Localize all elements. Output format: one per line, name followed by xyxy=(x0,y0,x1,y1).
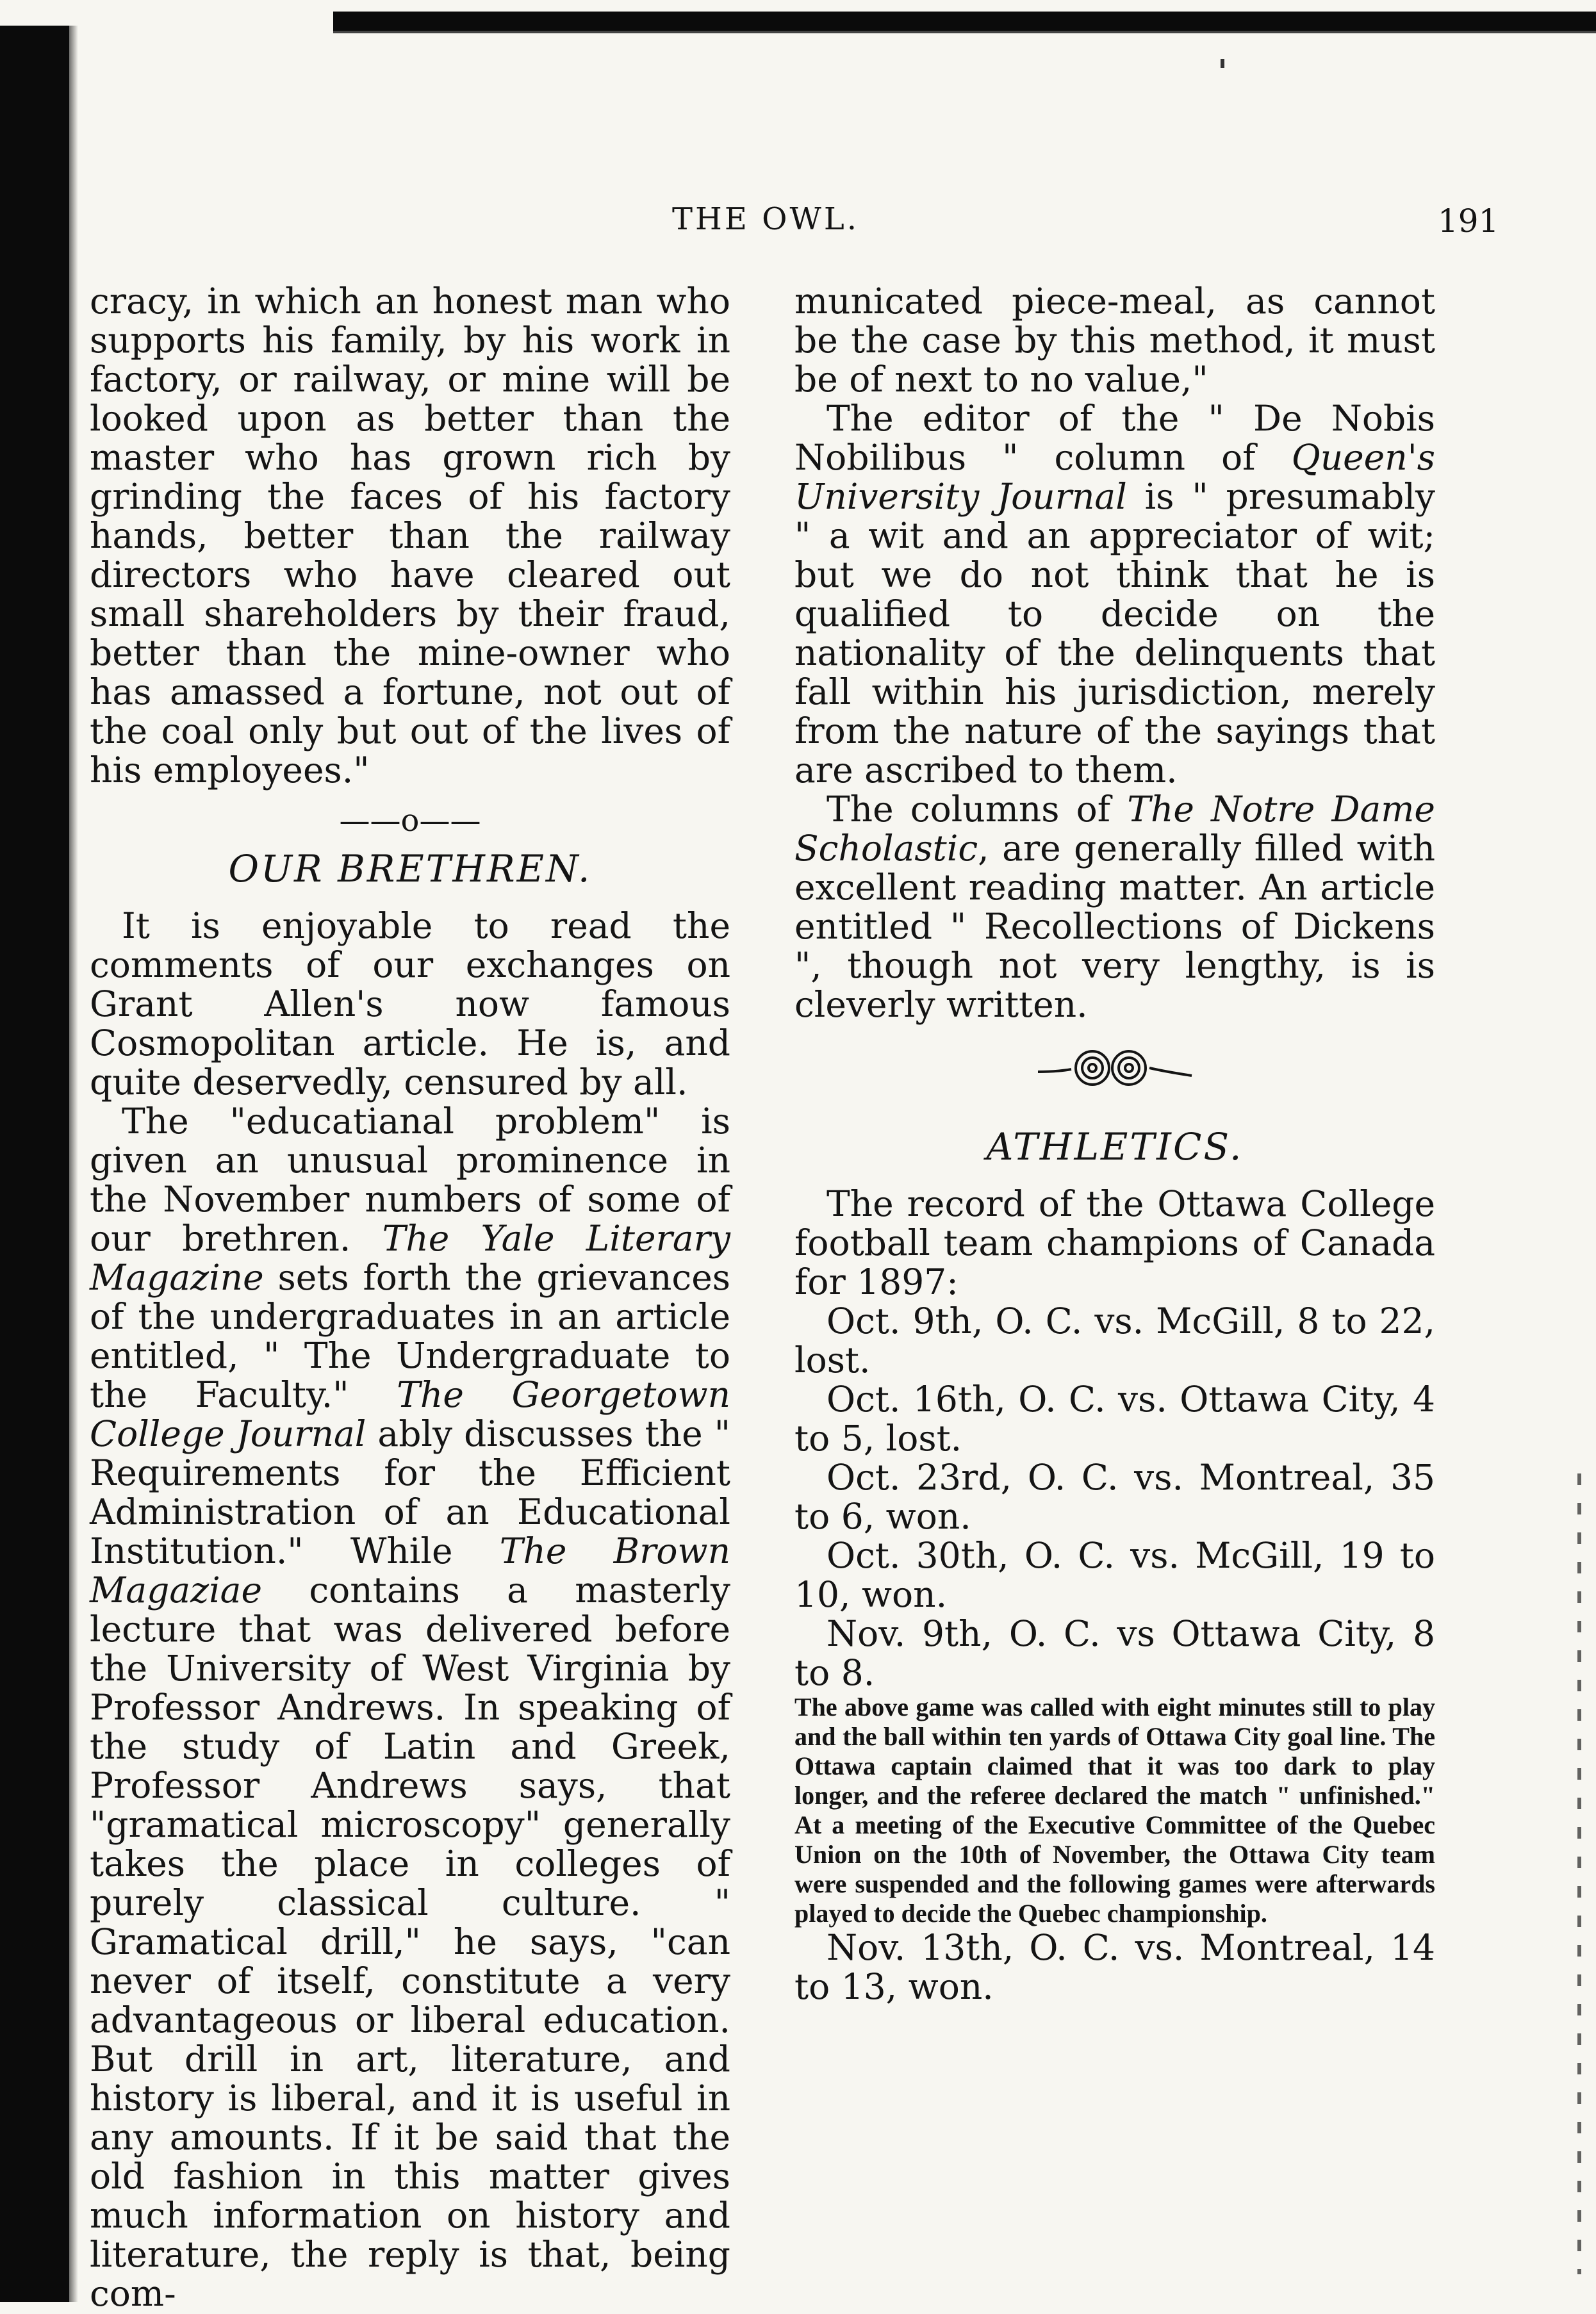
scan-binding-shadow xyxy=(69,26,78,2302)
paragraph-record-intro: The record of the Ottawa College football team champions of Canada for 1897: xyxy=(794,1183,1435,1302)
scan-right-edge-marks xyxy=(1577,1473,1581,2274)
left-column xyxy=(90,282,730,2313)
text-run: contains a masterly lecture that was delivered before the University of West Virginia by Professor Andrews. In speaking of the study of Latin and Greek, Professor Andrews says, that "gramatical microscopy" generally takes the place in colleges of purely classical culture. " Gramatical drill," he says, "can never of itself, constitute a very advantageous or liberal education. But drill in art, literature, and history is liberal, and it is useful in any amounts. If it be said that the old fashion in this matter gives much information on history and literature, the reply is that, being com- xyxy=(90,1570,730,2314)
right-column xyxy=(794,282,1435,2006)
title-queens-university-journal: Queen's University Journal xyxy=(794,437,1435,517)
game-record: Nov. 9th, O. C. vs Ottawa City, 8 to 8. xyxy=(794,1613,1435,1693)
heading-athletics: ATHLETICS. xyxy=(986,1125,1244,1169)
text-run: ably discusses the " Requirements for the Efficient Administration of an Educational Institution." While xyxy=(90,1413,731,1571)
scan-top-rule xyxy=(333,12,1596,31)
text-run: The columns of xyxy=(827,789,1128,830)
text-run: The editor of the " De Nobis Nobilibus " column of xyxy=(794,398,1435,478)
scan-mark xyxy=(1221,59,1224,68)
paragraph-continued: municated piece-meal, as cannot be the case by this method, it must be of next to no value," xyxy=(794,281,1435,400)
title-notre-dame-scholastic: The Notre Dame Scholastic xyxy=(794,789,1435,869)
text-run: , are generally filled with excellent reading matter. An article entitled " Recollections of Dickens ", though not very lengthy, is is cleverly written. xyxy=(794,828,1435,1025)
title-yale-literary-magazine: The Yale Literary Magazine xyxy=(90,1218,730,1298)
text-run: The "educatianal problem" is given an unusual prominence in the November numbers of some of our brethren. xyxy=(90,1101,730,1259)
section-separator: ——o—— xyxy=(339,803,481,839)
title-georgetown-college-journal: The Georgetown College Journal xyxy=(90,1374,731,1454)
paragraph-educational-problem xyxy=(90,1102,730,2313)
heading-our-brethren: OUR BRETHREN. xyxy=(228,847,592,890)
scan-top-rule-thin xyxy=(333,31,1596,33)
paragraph-grant-allen: It is enjoyable to read the comments of our exchanges on Grant Allen's now famous Cosmopolitan article. He is, and quite deservedly, censured by all. xyxy=(90,905,730,1103)
running-head: THE OWL. xyxy=(672,201,859,237)
game-record: Oct. 16th, O. C. vs. Ottawa City, 4 to 5, lost. xyxy=(794,1379,1435,1459)
game-record: Oct. 30th, O. C. vs. McGill, 19 to 10, won. xyxy=(794,1535,1435,1615)
paragraph-queens-journal xyxy=(794,399,1435,790)
page-number: 191 xyxy=(1438,202,1499,240)
game-record: Oct. 23rd, O. C. vs. Montreal, 35 to 6, won. xyxy=(794,1457,1435,1537)
text-run: sets forth the grievances of the undergraduates in an article entitled, " The Undergraduate to the Faculty." xyxy=(90,1257,730,1415)
game-record: Oct. 9th, O. C. vs. McGill, 8 to 22, lost. xyxy=(794,1301,1435,1381)
paragraph-continued: cracy, in which an honest man who supports his family, by his work in factory, or railway, or mine will be looked upon as better than the master who has grown rich by grinding the faces of his factory hands, better than the railway directors who have cleared out small shareholders by their fraud, better than the mine-owner who has amassed a fortune, not out of the coal only but out of the lives of his employees." xyxy=(90,281,730,791)
scan-binding-edge xyxy=(0,26,69,2302)
paragraph-notre-dame xyxy=(794,790,1435,1024)
game-note: The above game was called with eight minutes still to play and the ball within ten yards of Ottawa City goal line. The Ottawa captain claimed that it was too dark to play longer, and the referee declared the match " unfinished." At a meeting of the Executive Committee of the Quebec Union on the 10th of November, the Ottawa City team were suspended and the following games were afterwards played to decide the Quebec championship. xyxy=(794,1693,1435,1928)
game-record-final: Nov. 13th, O. C. vs. Montreal, 14 to 13, won. xyxy=(794,1927,1435,2007)
ornament-scroll-icon xyxy=(1032,1046,1198,1091)
title-brown-magazine: The Brown Magaziae xyxy=(90,1530,731,1611)
text-run: is " presumably " a wit and an appreciator of wit; but we do not think that he is qualified to decide on the nationality of the delinquents that fall within his jurisdiction, merely from the nature of the sayings that are ascribed to them. xyxy=(794,476,1435,791)
